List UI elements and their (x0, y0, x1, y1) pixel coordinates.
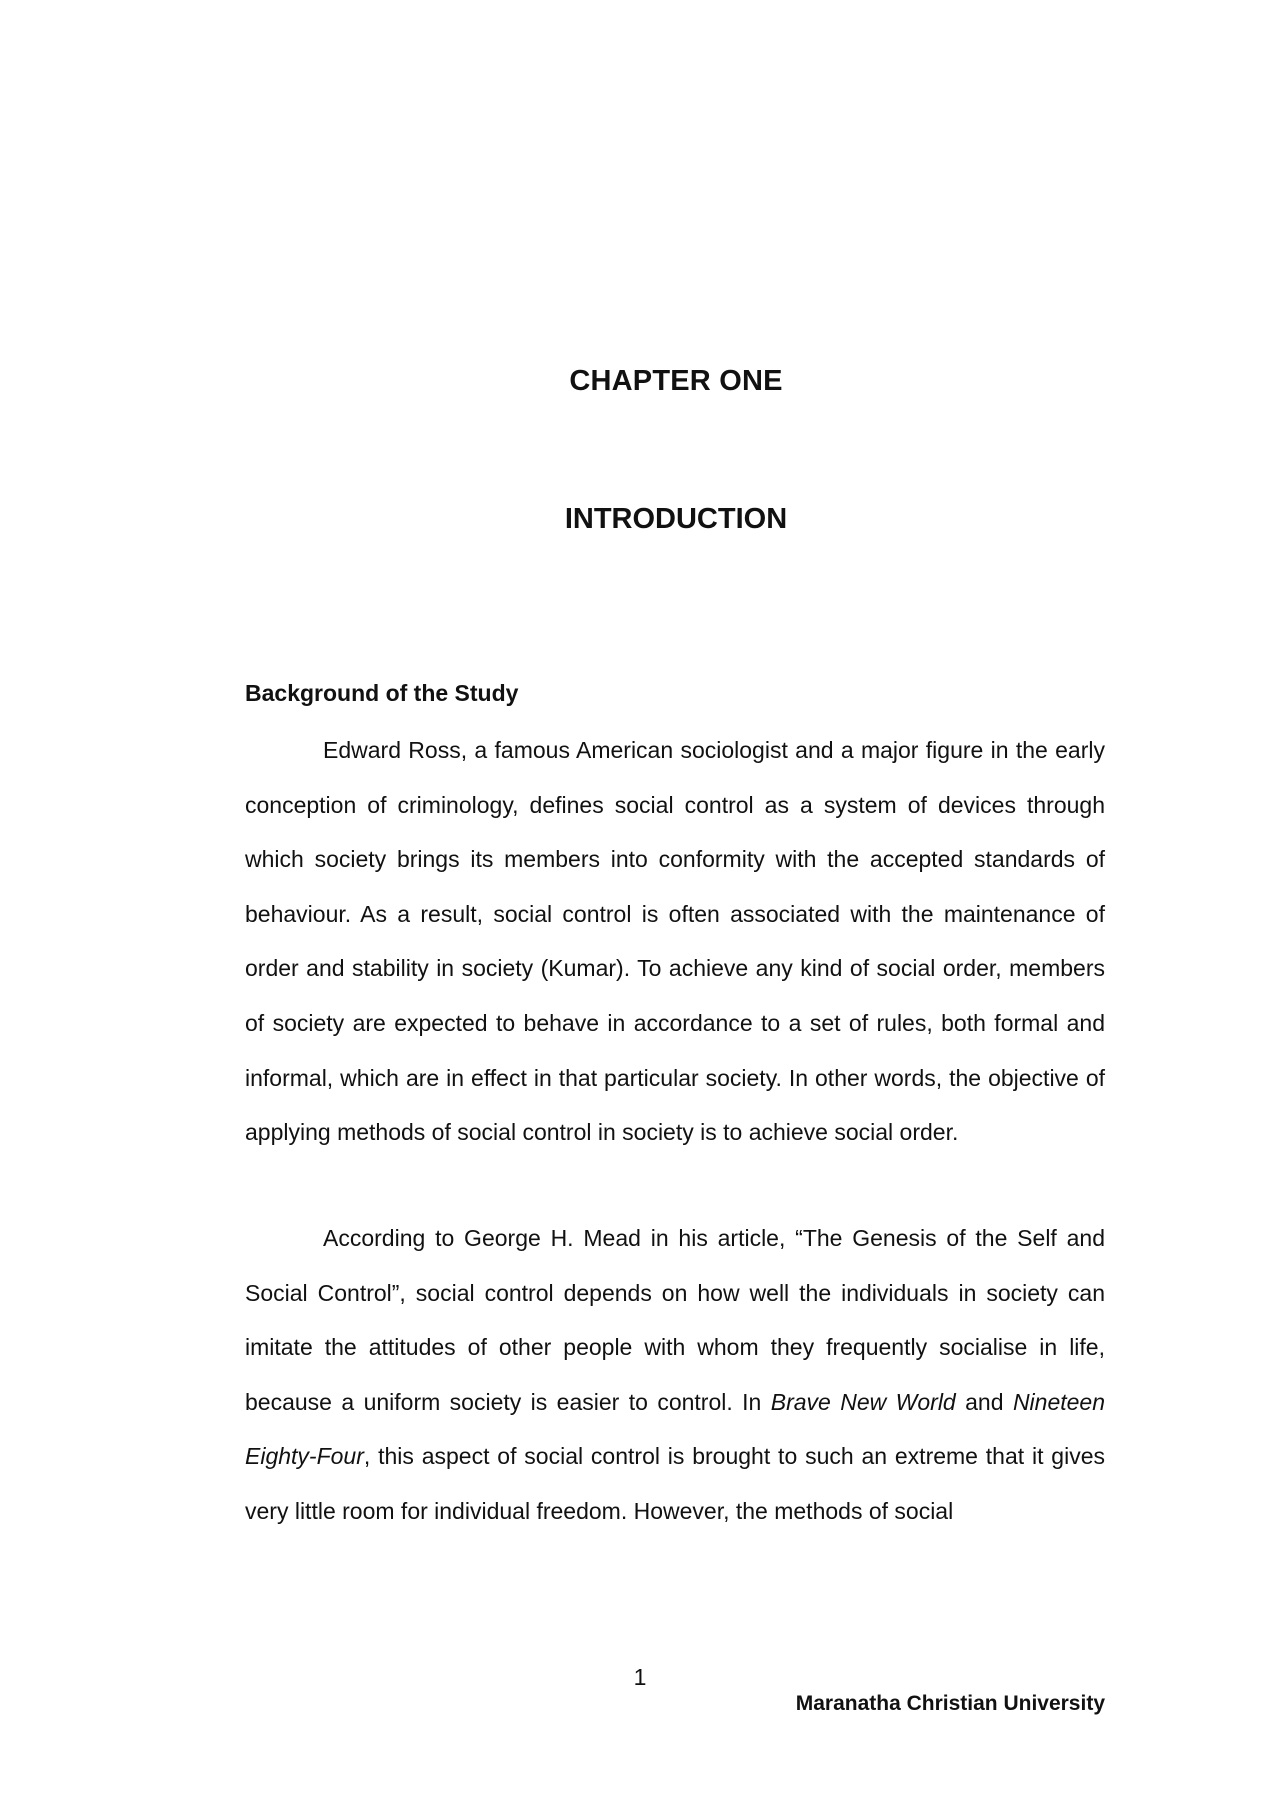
paragraph-2-text-1: According to George H. Mead in his article, “The Genesis of the Self and Social Control”, social control depends on how well the individuals in society can imitate the attitudes of other people with whom they frequently socialise in life, because a uniform society is easier to control. In (245, 1225, 1105, 1415)
paragraph-2 (245, 1211, 1105, 1539)
paragraph-2-text-2: and (955, 1388, 1013, 1415)
footer-institution: Maranatha Christian University (795, 1692, 1105, 1715)
page-number: 1 (633, 1664, 647, 1690)
paragraph-2-text-3: , this aspect of social control is brought to such an extreme that it gives very little room for individual freedom. However, the methods of social (245, 1443, 1105, 1524)
book-title-brave-new-world: Brave New World (770, 1388, 956, 1415)
book-title-nineteen-eighty-four: Nineteen Eighty-Four (245, 1388, 1106, 1470)
chapter-title: INTRODUCTION (564, 503, 788, 535)
chapter-label: CHAPTER ONE (569, 365, 783, 397)
paragraph-1: Edward Ross, a famous American sociologist and a major figure in the early conception of criminology, defines social control as a system of devices through which society brings its members into conformity with the accepted standards of behaviour. As a result, social control is often associated with the maintenance of order and stability in society (Kumar). To achieve any kind of social order, members of society are expected to behave in accordance to a set of rules, both formal and informal, which are in effect in that particular society. In other words, the objective of applying methods of social control in society is to achieve social order. (245, 737, 1105, 1146)
section-heading: Background of the Study (245, 680, 519, 706)
